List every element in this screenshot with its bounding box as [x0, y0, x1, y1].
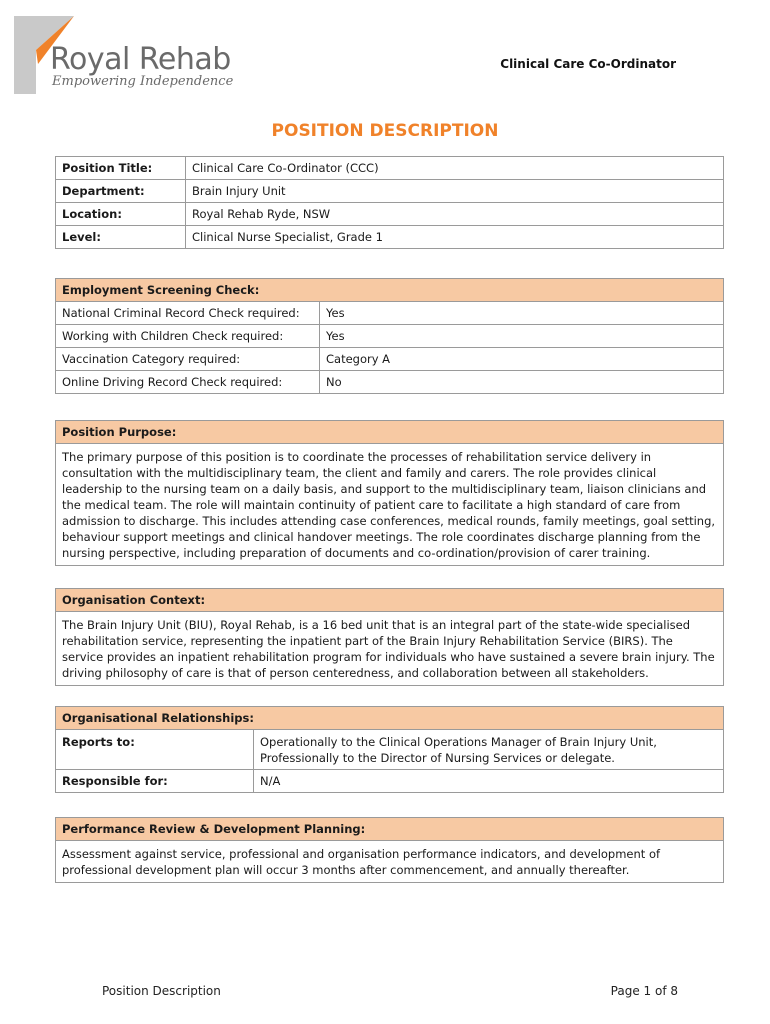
section-header — [56, 421, 724, 444]
criminal-check-value: Yes — [320, 302, 724, 325]
department-value: Brain Injury Unit — [186, 180, 724, 203]
review-table — [55, 817, 724, 883]
purpose-heading: Position Purpose: — [56, 421, 724, 444]
position-title-label: Position Title: — [56, 157, 186, 180]
children-check-label: Working with Children Check required: — [56, 325, 320, 348]
relationships-table — [55, 706, 724, 793]
table-row — [56, 226, 724, 249]
purpose-text: The primary purpose of this position is to coordinate the processes of rehabilitation service delivery in consultation with the multidisciplinary team, the client and family and carers. The role provides clinical leadership to the nursing team on a daily basis, and support to the multidisciplinary team, liaison clinicians and the medical team. The role will maintain continuity of patient care to facilitate a high standard of care from admission to discharge. This includes attending case conferences, medical rounds, family meetings, goal setting, behaviour support meetings and clinical handover meetings. The role coordinates discharge planning from the nursing perspective, including preparation of documents and co-ordination/provision of carer training. — [56, 444, 724, 566]
screening-heading: Employment Screening Check: — [56, 279, 724, 302]
section-header — [56, 818, 724, 841]
section-header — [56, 707, 724, 730]
royal-rehab-logo — [14, 16, 234, 96]
header-position-title: Clinical Care Co-Ordinator — [500, 57, 676, 71]
screening-table — [55, 278, 724, 394]
table-row — [56, 770, 724, 793]
table-row — [56, 157, 724, 180]
responsible-for-label: Responsible for: — [56, 770, 254, 793]
document-title: POSITION DESCRIPTION — [271, 121, 499, 141]
children-check-value: Yes — [320, 325, 724, 348]
level-label: Level: — [56, 226, 186, 249]
reports-to-value — [254, 730, 724, 770]
table-row — [56, 302, 724, 325]
responsible-for-value: N/A — [254, 770, 724, 793]
location-value: Royal Rehab Ryde, NSW — [186, 203, 724, 226]
context-table — [55, 588, 724, 686]
reports-to-line-1: Operationally to the Clinical Operations Manager of Brain Injury Unit, — [260, 735, 657, 749]
review-text: Assessment against service, professional and organisation performance indicators, and development of professional development plan will occur 3 months after commencement, and annually thereafter. — [56, 841, 724, 883]
reports-to-label: Reports to: — [56, 730, 254, 770]
reports-to-line-2: Professionally to the Director of Nursing Services or delegate. — [260, 751, 615, 765]
purpose-table — [55, 420, 724, 566]
driving-check-value: No — [320, 371, 724, 394]
position-info-table — [55, 156, 724, 249]
table-row — [56, 348, 724, 371]
context-heading: Organisation Context: — [56, 589, 724, 612]
footer-document-name: Position Description — [102, 984, 221, 998]
logo-name: Royal Rehab — [50, 42, 231, 77]
table-row — [56, 612, 724, 686]
table-row — [56, 371, 724, 394]
logo-tagline: Empowering Independence — [52, 74, 234, 89]
review-heading: Performance Review & Development Planning: — [56, 818, 724, 841]
department-label: Department: — [56, 180, 186, 203]
vaccination-label: Vaccination Category required: — [56, 348, 320, 371]
table-row — [56, 325, 724, 348]
table-row — [56, 203, 724, 226]
driving-check-label: Online Driving Record Check required: — [56, 371, 320, 394]
section-header — [56, 589, 724, 612]
context-text: The Brain Injury Unit (BIU), Royal Rehab, is a 16 bed unit that is an integral part of the state-wide specialised rehabilitation service, representing the inpatient part of the Brain Injury Rehabilitation Service (BIRS). The service provides an inpatient rehabilitation program for individuals who have sustained a severe brain injury. The driving philosophy of care is that of person centeredness, and collaboration between all stakeholders. — [56, 612, 724, 686]
position-title-value: Clinical Care Co-Ordinator (CCC) — [186, 157, 724, 180]
section-header — [56, 279, 724, 302]
criminal-check-label: National Criminal Record Check required: — [56, 302, 320, 325]
level-value: Clinical Nurse Specialist, Grade 1 — [186, 226, 724, 249]
location-label: Location: — [56, 203, 186, 226]
table-row — [56, 180, 724, 203]
table-row — [56, 841, 724, 883]
relationships-heading: Organisational Relationships: — [56, 707, 724, 730]
table-row — [56, 444, 724, 566]
page-number: Page 1 of 8 — [610, 984, 678, 998]
table-row — [56, 730, 724, 770]
vaccination-value: Category A — [320, 348, 724, 371]
